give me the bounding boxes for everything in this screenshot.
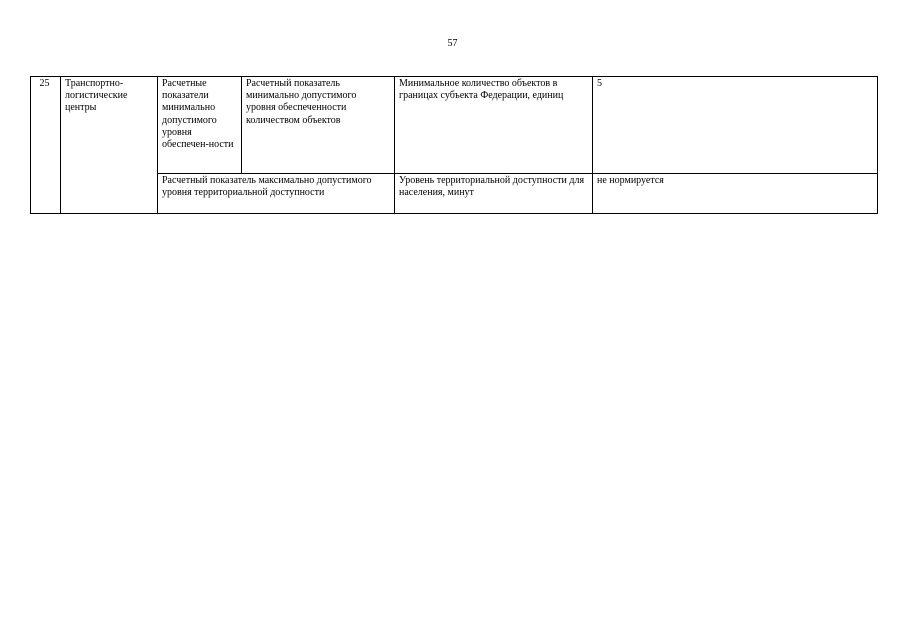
table-row — [31, 77, 878, 174]
object-type-cell: Транспортно-логистические центры — [61, 77, 158, 214]
indicator-cell: Расчетный показатель минимально допустимого уровня обеспеченности количеством объектов — [242, 77, 395, 174]
row-number-cell: 25 — [31, 77, 61, 214]
page-number: 57 — [447, 38, 458, 49]
unit-cell: Уровень территориальной доступности для населения, минут — [395, 174, 593, 214]
table-row — [31, 174, 878, 214]
unit-cell: Минимальное количество объектов в границах субъекта Федерации, единиц — [395, 77, 593, 174]
indicator-group-cell: Расчетные показатели минимально допустимого уровня обеспечен-ности — [158, 77, 242, 174]
norms-table — [30, 76, 878, 214]
value-cell: не нормируется — [593, 174, 878, 214]
value-cell: 5 — [593, 77, 878, 174]
indicator-cell: Расчетный показатель максимально допустимого уровня территориальной доступности — [158, 174, 395, 214]
